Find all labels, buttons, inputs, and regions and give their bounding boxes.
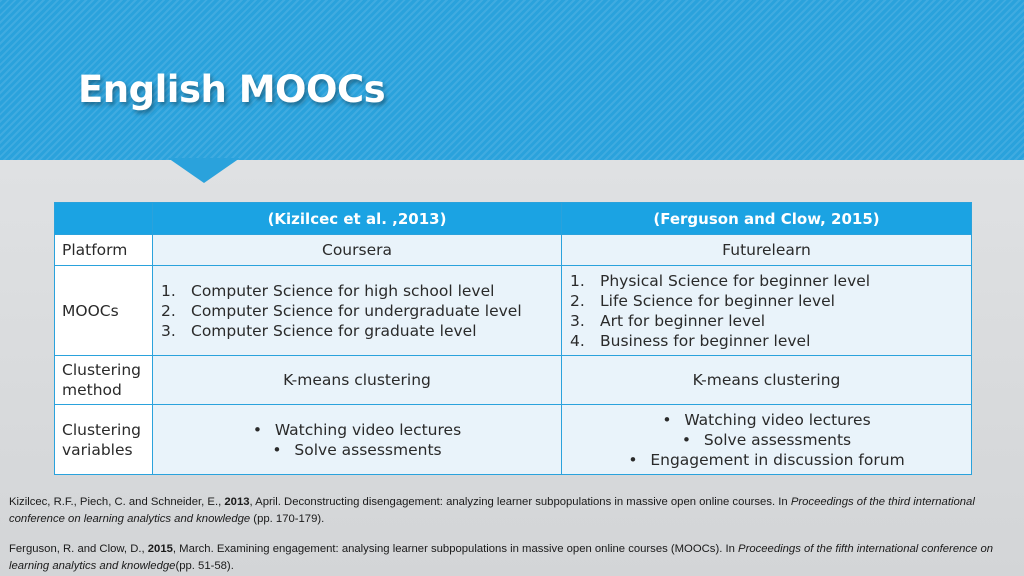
bullet-icon: •	[272, 440, 282, 459]
table-header-row	[55, 203, 972, 235]
table-row-platform	[55, 235, 972, 266]
platform-coursera: Coursera	[153, 235, 562, 266]
moocs-list-ferguson	[562, 266, 972, 356]
platform-futurelearn: Futurelearn	[562, 235, 972, 266]
header-ferguson: (Ferguson and Clow, 2015)	[562, 203, 972, 235]
list-item: 3. Computer Science for graduate level	[161, 321, 477, 340]
bullet-icon: •	[662, 410, 672, 429]
list-item: 1. Physical Science for beginner level	[570, 271, 871, 290]
banner-pointer	[168, 158, 240, 183]
list-item: • Solve assessments	[272, 440, 442, 459]
moocs-list-kizilcec	[153, 266, 562, 356]
table-row-clustering-method	[55, 356, 972, 405]
reference-kizilcec: Kizilcec, R.F., Piech, C. and Schneider, E., 2013, April. Deconstructing disengagement: analyzing learner subpopulations in massive open online courses. In Proceedings of the third international conference on learning analytics and knowledge (pp. 170-179).	[9, 496, 975, 525]
list-item: • Watching video lectures	[252, 420, 462, 439]
table-row-moocs	[55, 266, 972, 356]
list-item: 2. Life Science for beginner level	[570, 291, 835, 310]
variables-ferguson	[562, 405, 972, 475]
row-label-clustering-variables: Clustering variables	[55, 405, 153, 475]
list-item: • Solve assessments	[681, 430, 852, 449]
method-ferguson: K-means clustering	[562, 356, 972, 405]
bullet-icon: •	[252, 420, 262, 439]
method-kizilcec: K-means clustering	[153, 356, 562, 405]
row-label-platform: Platform	[55, 235, 153, 266]
reference-ferguson: Ferguson, R. and Clow, D., 2015, March. Examining engagement: analysing learner subpopulations in massive open online courses (MOOCs). In Proceedings of the fifth international conference on learning analytics and knowledge(pp. 51-58).	[9, 543, 994, 572]
header-kizilcec: (Kizilcec et al. ,2013)	[153, 203, 562, 235]
bullet-icon: •	[681, 430, 692, 449]
list-item: 4. Business for beginner level	[570, 331, 811, 350]
list-item: 2. Computer Science for undergraduate level	[161, 301, 522, 320]
list-item: 1. Computer Science for high school level	[161, 281, 495, 300]
variables-kizilcec	[153, 405, 562, 475]
list-item: • Engagement in discussion forum	[628, 450, 905, 469]
list-item: 3. Art for beginner level	[570, 311, 766, 330]
comparison-table	[54, 202, 972, 475]
slide-title: English MOOCs	[78, 68, 386, 111]
table-row-clustering-variables	[55, 405, 972, 475]
row-label-clustering-method: Clustering method	[55, 356, 153, 405]
row-label-moocs: MOOCs	[55, 266, 153, 356]
bullet-icon: •	[628, 450, 638, 469]
header-empty	[55, 203, 153, 235]
list-item: • Watching video lectures	[662, 410, 871, 429]
